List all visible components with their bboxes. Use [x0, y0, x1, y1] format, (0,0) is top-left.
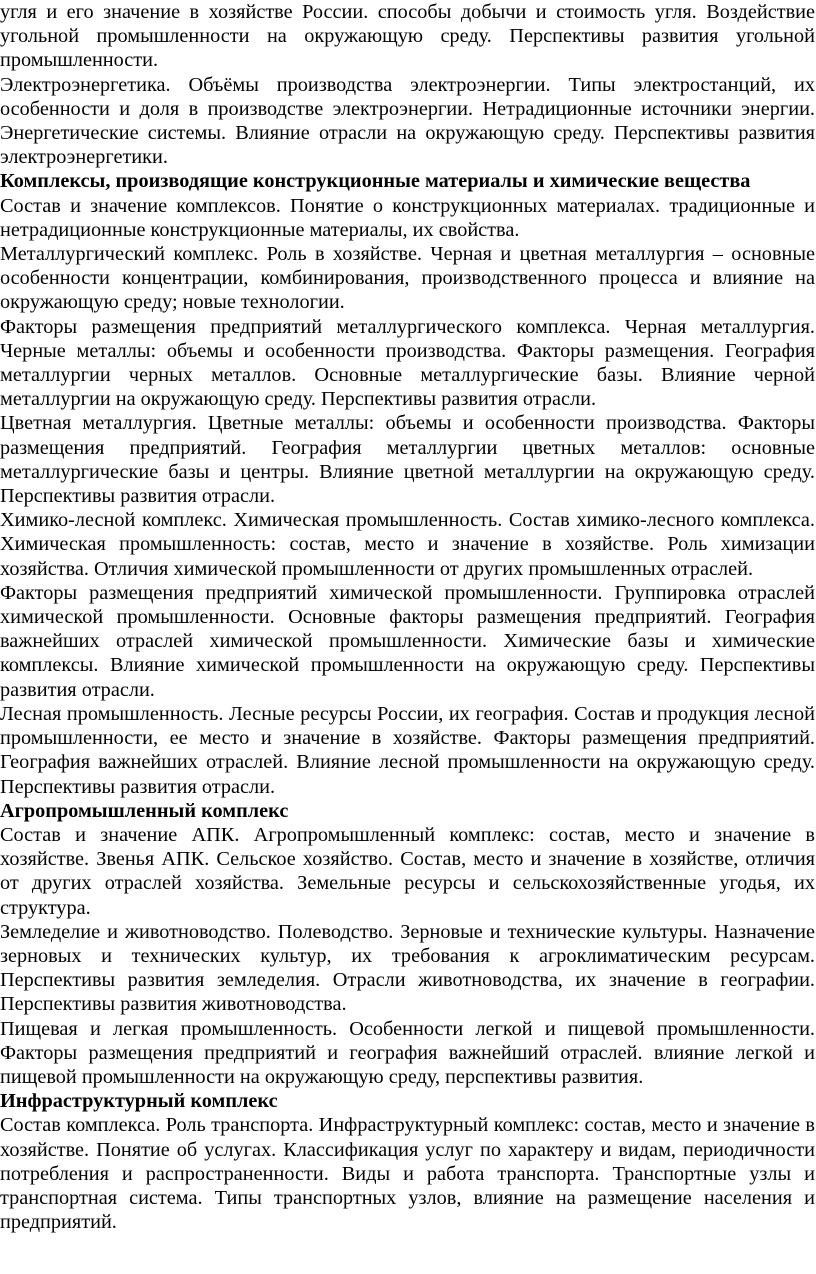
- paragraph-agro-composition: Состав и значение АПК. Агропромышленный комплекс: состав, место и значение в хозяйстве. Звенья АПК. Сельское хозяйство. Состав, место и значение в хозяйстве, отличия от других отраслей хозяйства. Земельные ресурсы и сельскохозяйственные угодья, их структура.: [0, 823, 815, 919]
- paragraph-forest-industry: Лесная промышленность. Лесные ресурсы России, их география. Состав и продукция лесной промышленности, ее место и значение в хозяйстве. Факторы размещения предприятий. География важнейших отраслей. Влияние лесной промышленности на окружающую среду. Перспективы развития отрасли.: [0, 702, 815, 798]
- paragraph-chemical-placement: Факторы размещения предприятий химической промышленности. Группировка отраслей химической промышленности. Основные факторы размещения предприятий. География важнейших отраслей химической промышленности. Химические базы и химические комплексы. Влияние химической промышленности на окружающую среду. Перспективы развития отрасли.: [0, 581, 815, 701]
- paragraph-farming-livestock: Земледелие и животноводство. Полеводство. Зерновые и технические культуры. Назначение зерновых и технических культур, их требования к агроклиматическим ресурсам. Перспективы развития земледелия. Отрасли животноводства, их значение в географии. Перспективы развития животноводства.: [0, 920, 815, 1016]
- paragraph-electric-power: Электроэнергетика. Объёмы производства электроэнергии. Типы электростанций, их особенности и доля в производстве электроэнергии. Нетрадиционные источники энергии. Энергетические системы. Влияние отрасли на окружающую среду. Перспективы развития электроэнергетики.: [0, 73, 815, 169]
- paragraph-food-light-industry: Пищевая и легкая промышленность. Особенности легкой и пищевой промышленности. Факторы размещения предприятий и география важнейший отраслей. влияние легкой и пищевой промышленности на окружающую среду, перспективы развития.: [0, 1017, 815, 1088]
- paragraph-ferrous-metallurgy: Факторы размещения предприятий металлургического комплекса. Черная металлургия. Черные металлы: объемы и особенности производства. Факторы размещения. География металлургии черных металлов. Основные металлургические базы. Влияние черной металлургии на окружающую среду. Перспективы развития отрасли.: [0, 315, 815, 411]
- section-heading-infrastructure: Инфраструктурный комплекс: [0, 1090, 278, 1113]
- paragraph-nonferrous-metallurgy: Цветная металлургия. Цветные металлы: объемы и особенности производства. Факторы размещения предприятий. География металлургии цветных металлов: основные металлургические базы и центры. Влияние цветной металлургии на окружающую среду. Перспективы развития отрасли.: [0, 412, 815, 508]
- paragraph-infrastructure-composition: Состав комплекса. Роль транспорта. Инфраструктурный комплекс: состав, место и значение в хозяйстве. Понятие об услугах. Классификация услуг по характеру и видам, периодичности потребления и распространенности. Виды и работа транспорта. Транспортные узлы и транспортная система. Типы транспортных узлов, влияние на размещение населения и предприятий.: [0, 1114, 815, 1234]
- section-heading-agro: Агропромышленный комплекс: [0, 799, 289, 822]
- paragraph-metallurgy-complex: Металлургический комплекс. Роль в хозяйстве. Черная и цветная металлургия – основные особенности концентрации, комбинирования, производственного процесса и влияние на окружающую среду; новые технологии.: [0, 243, 815, 314]
- section-heading-materials: Комплексы, производящие конструкционные материалы и химические вещества: [0, 170, 751, 193]
- paragraph-chemical-forest-complex: Химико-лесной комплекс. Химическая промышленность. Состав химико-лесного комплекса. Химическая промышленность: состав, место и значение в хозяйстве. Роль химизации хозяйства. Отличия химической промышленности от других промышленных отраслей.: [0, 509, 815, 580]
- paragraph-complex-composition: Состав и значение комплексов. Понятие о конструкционных материалах. традиционные и нетрадиционные конструкционные материалы, их свойства.: [0, 194, 815, 241]
- paragraph-coal-industry: угля и его значение в хозяйстве России. способы добычи и стоимость угля. Воздействие угольной промышленности на окружающую среду. Перспективы развития угольной промышленности.: [0, 1, 815, 72]
